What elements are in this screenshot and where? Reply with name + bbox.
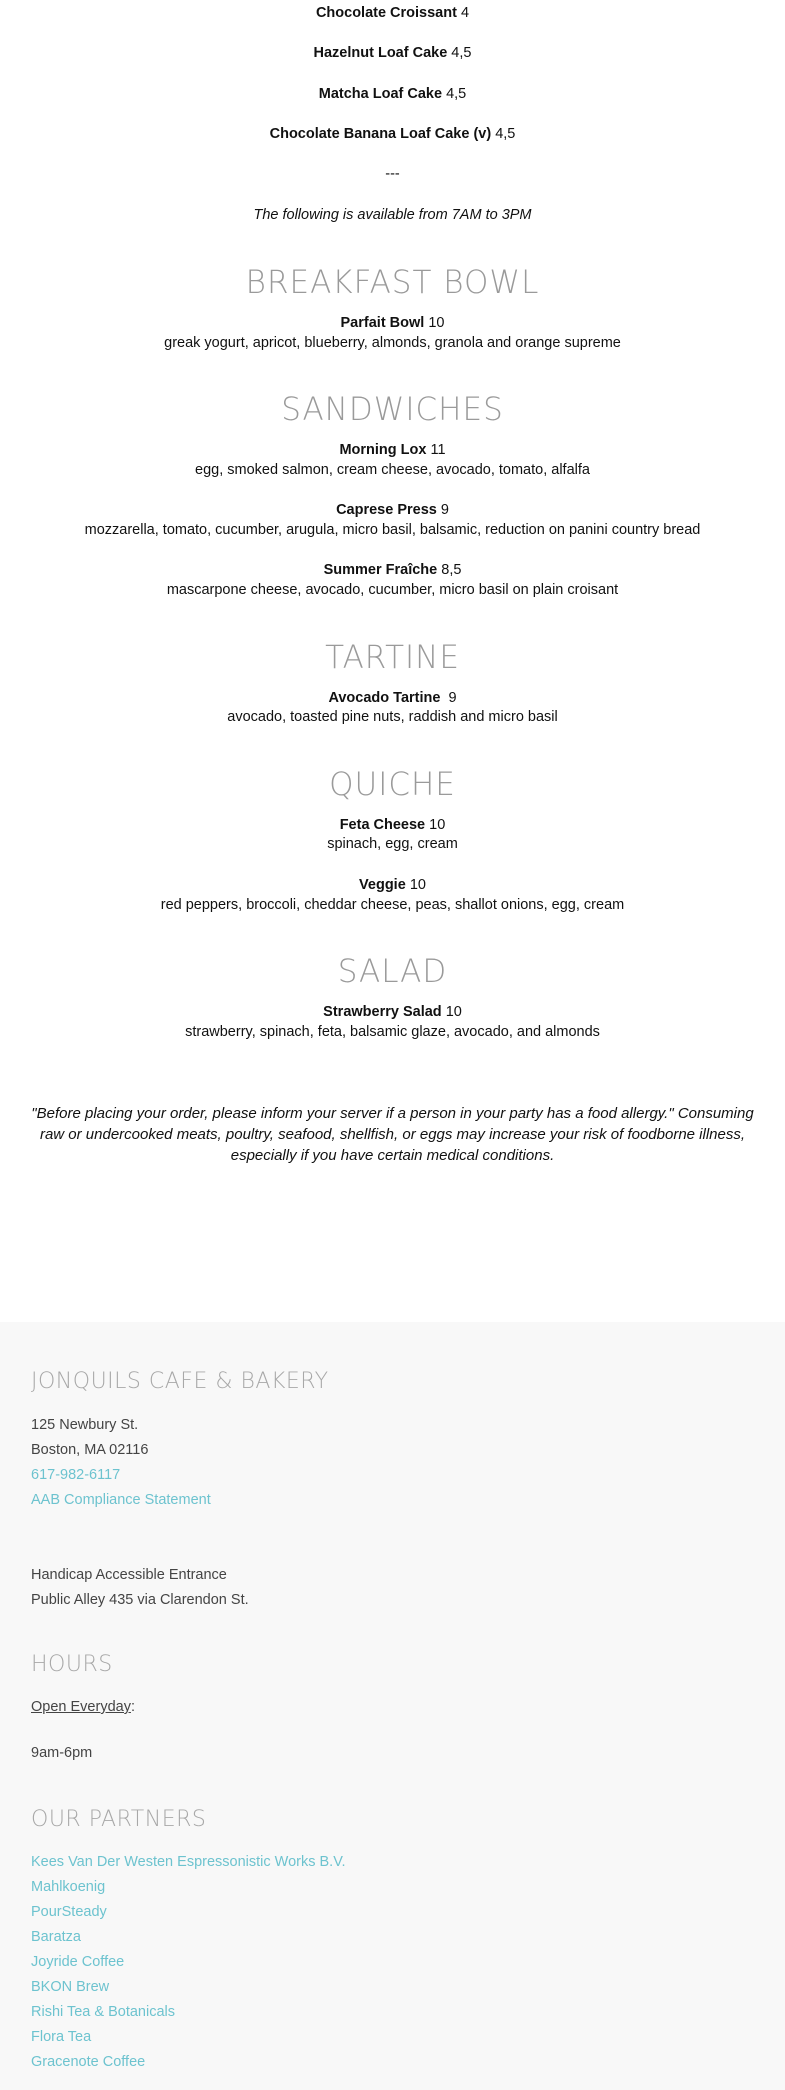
item-description: mascarpone cheese, avocado, cucumber, micro basil on plain croisant bbox=[166, 582, 619, 598]
item-name: Summer Fraîche bbox=[323, 562, 438, 578]
hours-label: Open Everyday bbox=[31, 1699, 131, 1715]
item-name: Avocado Tartine bbox=[328, 690, 441, 706]
phone-link[interactable]: 617-982-6117 bbox=[31, 1467, 121, 1483]
item-name: Chocolate Banana Loaf Cake (v) bbox=[269, 126, 492, 142]
partner-link[interactable]: Baratza bbox=[31, 1929, 81, 1945]
item-description: greak yogurt, apricot, blueberry, almonds, granola and orange supreme bbox=[164, 335, 621, 351]
menu-item bbox=[0, 124, 785, 144]
item-description: red peppers, broccoli, cheddar cheese, peas, shallot onions, egg, cream bbox=[160, 897, 625, 913]
menu-item bbox=[0, 500, 785, 520]
partner-link[interactable]: BKON Brew bbox=[31, 1979, 110, 1995]
section-heading: BREAKFAST BOWL bbox=[245, 264, 540, 302]
item-price: 10 bbox=[429, 817, 446, 833]
item-name: Caprese Press bbox=[336, 502, 437, 518]
partner-link[interactable]: PourSteady bbox=[31, 1904, 107, 1920]
site-footer bbox=[0, 1322, 785, 2090]
menu-item bbox=[0, 560, 785, 580]
partner-link[interactable]: Gracenote Coffee bbox=[31, 2054, 146, 2070]
accessible-alley: Public Alley 435 via Clarendon St. bbox=[31, 1592, 249, 1608]
item-price: 4 bbox=[460, 5, 470, 21]
item-price: 4,5 bbox=[451, 45, 472, 61]
hours-colon: : bbox=[130, 1699, 135, 1715]
item-price: 10 bbox=[428, 315, 445, 331]
item-name: Matcha Loaf Cake bbox=[318, 86, 443, 102]
aab-compliance-link[interactable]: AAB Compliance Statement bbox=[31, 1492, 211, 1508]
hours-label-line bbox=[31, 1697, 135, 1717]
allergy-notice: "Before placing your order, please inform your server if a person in your party has a food allergy." Consuming raw or undercooked meats, poultry, seafood, shellfish, or eggs may increase your risk of foodborne illness, especially if you have certain medical conditions. bbox=[31, 1105, 754, 1164]
menu-item bbox=[0, 84, 785, 104]
cafe-title: JONQUILS CAFE & BAKERY bbox=[31, 1369, 329, 1394]
partner-link[interactable]: Joyride Coffee bbox=[31, 1954, 125, 1970]
item-name: Veggie bbox=[359, 877, 406, 893]
item-description: egg, smoked salmon, cream cheese, avocado, tomato, alfalfa bbox=[195, 462, 590, 478]
item-price: 10 bbox=[445, 1004, 462, 1020]
hours-title: HOURS bbox=[31, 1652, 113, 1677]
item-name: Morning Lox bbox=[339, 442, 427, 458]
partner-link[interactable]: Kees Van Der Westen Espressonistic Works B.V. bbox=[31, 1854, 346, 1870]
menu-item bbox=[0, 3, 785, 23]
item-name: Strawberry Salad bbox=[323, 1004, 442, 1020]
section-heading: SANDWICHES bbox=[281, 391, 504, 429]
address-line-2: Boston, MA 02116 bbox=[31, 1442, 149, 1458]
item-description: avocado, toasted pine nuts, raddish and micro basil bbox=[227, 709, 558, 725]
item-name: Hazelnut Loaf Cake bbox=[313, 45, 448, 61]
item-description: spinach, egg, cream bbox=[327, 836, 458, 852]
availability-note: The following is available from 7AM to 3PM bbox=[253, 207, 532, 223]
item-name: Feta Cheese bbox=[339, 817, 426, 833]
item-name: Chocolate Croissant bbox=[315, 5, 457, 21]
section-heading: QUICHE bbox=[329, 766, 456, 804]
item-price: 4,5 bbox=[495, 126, 516, 142]
partner-link[interactable]: Flora Tea bbox=[31, 2029, 92, 2045]
item-price: 4,5 bbox=[446, 86, 467, 102]
item-price: 8,5 bbox=[441, 562, 462, 578]
item-price: 11 bbox=[430, 442, 446, 458]
hours-value: 9am-6pm bbox=[31, 1745, 93, 1761]
item-description: mozzarella, tomato, cucumber, arugula, micro basil, balsamic, reduction on panini country bread bbox=[84, 522, 701, 538]
section-heading: TARTINE bbox=[325, 639, 460, 677]
accessible-entrance: Handicap Accessible Entrance bbox=[31, 1567, 227, 1583]
partner-link[interactable]: Mahlkoenig bbox=[31, 1879, 106, 1895]
menu-item bbox=[0, 688, 785, 708]
menu-item bbox=[0, 440, 785, 460]
menu-item bbox=[0, 313, 785, 333]
item-name: Parfait Bowl bbox=[340, 315, 425, 331]
menu-item bbox=[0, 43, 785, 63]
item-price: 9 bbox=[440, 502, 449, 518]
menu-item bbox=[0, 815, 785, 835]
partners-title: OUR PARTNERS bbox=[31, 1807, 207, 1832]
menu-item bbox=[0, 1002, 785, 1022]
section-heading: SALAD bbox=[337, 953, 448, 991]
menu-item bbox=[0, 875, 785, 895]
item-price: 10 bbox=[409, 877, 426, 893]
partner-link[interactable]: Rishi Tea & Botanicals bbox=[31, 2004, 176, 2020]
item-description: strawberry, spinach, feta, balsamic glaze, avocado, and almonds bbox=[185, 1024, 600, 1040]
divider: --- bbox=[385, 166, 400, 182]
address-line-1: 125 Newbury St. bbox=[31, 1417, 139, 1433]
item-price: 9 bbox=[444, 690, 457, 706]
